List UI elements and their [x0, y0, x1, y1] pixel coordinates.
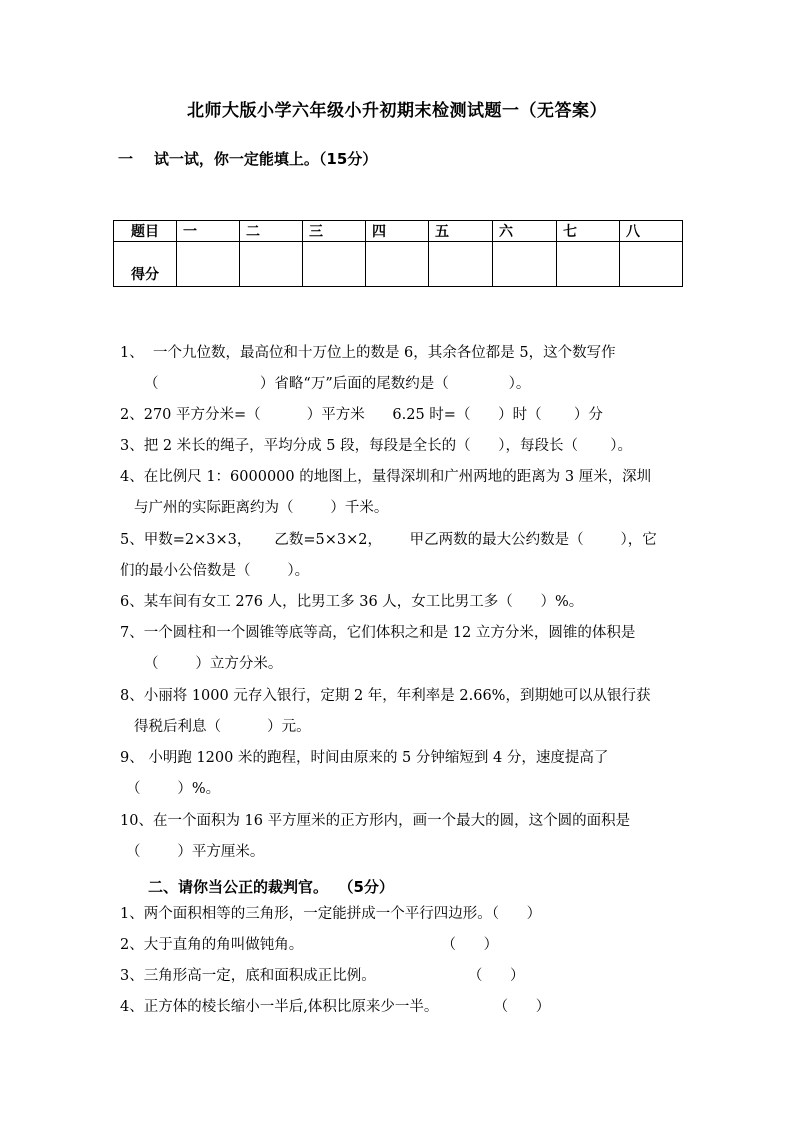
- judge-question-3: 3、三角形高一定，底和面积成正比例。 （ ）: [120, 968, 525, 984]
- score-table-col: 一: [177, 221, 240, 242]
- judge-question-2: 2、大于直角的角叫做钝角。 （ ）: [120, 937, 499, 953]
- judge-question-4: 4、正方体的棱长缩小一半后,体积比原来少一半。 （ ）: [120, 999, 551, 1015]
- score-cell: [177, 242, 240, 287]
- section1-heading: 一 试一试，你一定能填上。（15分）: [118, 150, 378, 168]
- judge-question-1: 1、两个面积相等的三角形，一定能拼成一个平行四边形。（ ）: [120, 906, 542, 922]
- question8-line1: 8、小丽将 1000 元存入银行，定期 2 年，年利率是 2.66%，到期她可以从银行获: [120, 688, 651, 704]
- score-table-col: 七: [557, 221, 620, 242]
- question4-line1: 4、在比例尺 1：6000000 的地图上，量得深圳和广州两地的距离为 3 厘米，深圳: [120, 469, 652, 485]
- score-table-row2-header: 得分: [114, 242, 177, 287]
- score-table-col: 五: [429, 221, 493, 242]
- question10-line1: 10、在一个面积为 16 平方厘米的正方形内，画一个最大的圆，这个圆的面积是: [120, 813, 631, 829]
- score-cell: [620, 242, 683, 287]
- question5-line2: 们的最小公倍数是（ ）。: [120, 563, 310, 579]
- score-cell: [303, 242, 366, 287]
- score-table-col: 六: [493, 221, 557, 242]
- question2-line1: 2、270 平方分米=（ ）平方米 6.25 时=（ ）时（ ）分: [120, 407, 603, 423]
- question4-line2: 与广州的实际距离约为（ ）千米。: [134, 500, 389, 516]
- score-cell: [429, 242, 493, 287]
- score-cell: [366, 242, 429, 287]
- question3-line1: 3、把 2 米长的绳子，平均分成 5 段，每段是全长的（ ），每段长（ ）。: [120, 438, 633, 454]
- score-table: [113, 220, 683, 287]
- score-table-header-row: [114, 221, 683, 242]
- question1-line2: （ ）省略“万”后面的尾数约是（ ）。: [144, 376, 531, 392]
- score-cell: [240, 242, 303, 287]
- question7-line1: 7、一个圆柱和一个圆锥等底等高，它们体积之和是 12 立方分米，圆锥的体积是: [120, 625, 636, 641]
- score-table-col: 八: [620, 221, 683, 242]
- score-table-score-row: [114, 242, 683, 287]
- question5-line1: 5、甲数=2×3×3， 乙数=5×3×2， 甲乙两数的最大公约数是（ ），它: [120, 532, 657, 548]
- score-table-row1-header: 题目: [114, 221, 177, 242]
- question9-line1: 9、 小明跑 1200 米的跑程，时间由原来的 5 分钟缩短到 4 分，速度提高了: [120, 750, 609, 766]
- question7-line2: （ ）立方分米。: [144, 656, 283, 672]
- question9-line2: （ ）%。: [126, 781, 221, 797]
- question6-line1: 6、某车间有女工 276 人，比男工多 36 人，女工比男工多（ ）%。: [120, 594, 584, 610]
- score-table-col: 四: [366, 221, 429, 242]
- section2-heading: 二、请你当公正的裁判官。 （5分）: [148, 878, 394, 896]
- question10-line2: （ ）平方厘米。: [126, 844, 265, 860]
- score-table-col: 二: [240, 221, 303, 242]
- score-cell: [493, 242, 557, 287]
- score-table-col: 三: [303, 221, 366, 242]
- score-cell: [557, 242, 620, 287]
- page-title: 北师大版小学六年级小升初期末检测试题一（无答案）: [187, 101, 607, 121]
- question1-line1: 1、 一个九位数，最高位和十万位上的数是 6，其余各位都是 5，这个数写作: [120, 345, 616, 361]
- question8-line2: 得税后利息（ ）元。: [134, 719, 311, 735]
